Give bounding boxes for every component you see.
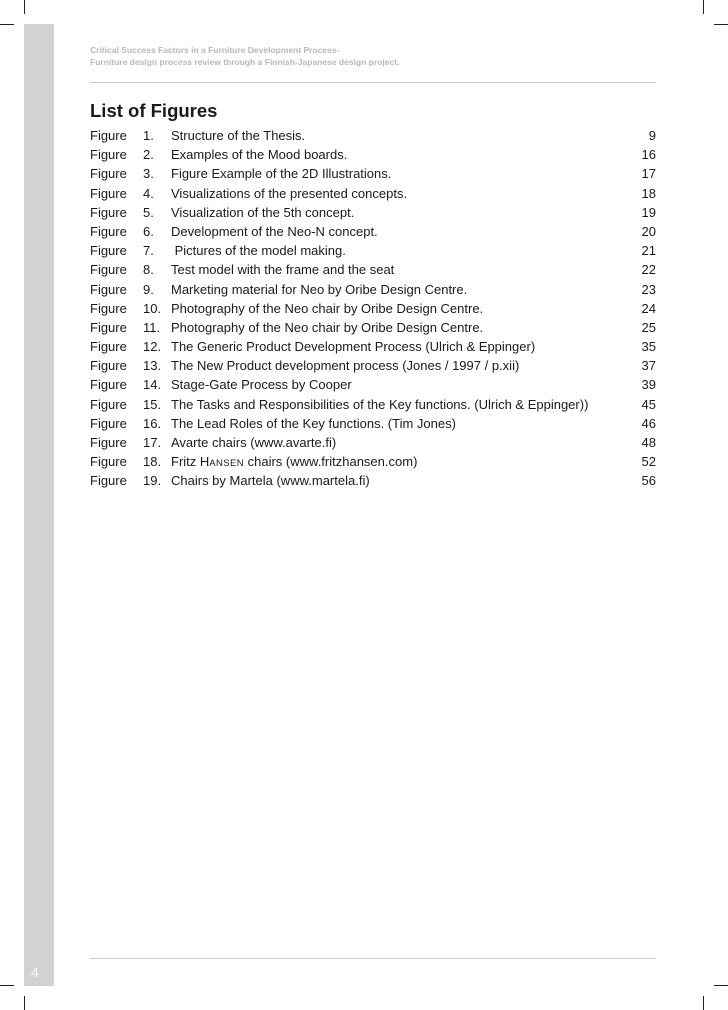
crop-mark-bottom-right-v (703, 996, 704, 1010)
crop-mark-top-right-v (703, 0, 704, 14)
figure-label: Figure (90, 358, 127, 374)
header-divider (90, 82, 656, 83)
figure-caption: Examples of the Mood boards. (171, 147, 348, 163)
figure-caption (171, 452, 417, 473)
figure-page: 23 (641, 281, 656, 297)
figure-caption: Structure of the Thesis. (171, 128, 306, 143)
figure-caption: Avarte chairs (www.avarte.fi) (171, 435, 337, 450)
figure-caption: Chairs by Martela (www.martela.fi) (171, 473, 370, 489)
figure-entry (90, 164, 656, 183)
figure-number: 8. (143, 262, 154, 278)
figure-caption: Pictures of the model making. (171, 243, 346, 259)
figure-caption: The Generic Product Development Process (Ulrich & Eppinger) (171, 339, 536, 355)
figure-label: Figure (90, 415, 127, 431)
figure-label: Figure (90, 147, 127, 163)
figure-label: Figure (90, 454, 127, 470)
figure-entry (90, 203, 656, 222)
figure-list (90, 126, 656, 491)
crop-mark-top-left-v (24, 0, 25, 14)
figure-page: 20 (641, 223, 656, 239)
running-header-line-1: Critical Success Factors in a Furniture Development Process- (90, 45, 340, 55)
figure-number: 12. (143, 339, 162, 355)
figure-number: 15. (143, 396, 162, 412)
figure-label: Figure (90, 243, 127, 259)
figure-entry (90, 318, 656, 337)
running-header (90, 44, 399, 68)
page-title: List of Figures (90, 100, 218, 121)
caption-small-caps: ANSEN (209, 458, 245, 470)
crop-mark-top-right-h (714, 24, 728, 25)
figure-caption: The Lead Roles of the Key functions. (Tim Jones) (171, 415, 456, 431)
figure-label: Figure (90, 396, 127, 412)
figure-caption: Figure Example of the 2D Illustrations. (171, 166, 392, 182)
crop-mark-bottom-left-v (24, 996, 25, 1010)
figure-number: 17. (143, 435, 162, 450)
figure-number: 3. (143, 166, 154, 182)
figure-label: Figure (90, 473, 127, 489)
figure-caption: Visualization of the 5th concept. (171, 204, 355, 220)
figure-number: 18. (143, 454, 162, 470)
caption-prefix: Fritz (171, 454, 200, 470)
figure-page: 48 (641, 435, 656, 450)
figure-label: Figure (90, 223, 127, 239)
figure-page: 22 (641, 262, 656, 278)
figure-page: 21 (641, 243, 656, 259)
figure-entry (90, 184, 656, 203)
figure-entry (90, 280, 656, 299)
figure-caption: Development of the Neo-N concept. (171, 223, 378, 239)
figure-caption: Visualizations of the presented concepts. (171, 185, 408, 201)
figure-number: 5. (143, 204, 154, 220)
figure-label: Figure (90, 339, 127, 355)
figure-number: 11. (143, 319, 161, 335)
figure-caption: Stage-Gate Process by Cooper (171, 377, 352, 393)
figure-page: 16 (641, 147, 656, 163)
figure-entry (90, 260, 656, 279)
figure-label: Figure (90, 185, 127, 201)
figure-page: 17 (641, 166, 656, 182)
figure-label: Figure (90, 300, 127, 316)
figure-label: Figure (90, 262, 127, 278)
figure-number: 16. (143, 415, 162, 431)
figure-label: Figure (90, 204, 127, 220)
figure-label: Figure (90, 128, 127, 143)
figure-number: 19. (143, 473, 162, 489)
figure-caption: The Tasks and Responsibilities of the Key functions. (Ulrich & Eppinger)) (171, 396, 589, 412)
figure-page: 24 (641, 300, 656, 316)
figure-page: 45 (641, 396, 656, 412)
figure-label: Figure (90, 435, 127, 450)
figure-number: 14. (143, 377, 162, 393)
figure-number: 9. (143, 281, 154, 297)
crop-mark-bottom-right-h (714, 985, 728, 986)
figure-page: 56 (641, 473, 656, 489)
figure-label: Figure (90, 319, 127, 335)
figure-entry (90, 126, 656, 145)
figure-caption: The New Product development process (Jones / 1997 / p.xii) (171, 358, 520, 374)
figure-page: 52 (641, 454, 656, 470)
figure-entry (90, 222, 656, 241)
figure-caption: Marketing material for Neo by Oribe Design Centre. (171, 281, 468, 297)
margin-band (24, 24, 54, 986)
figure-entry (90, 433, 656, 452)
figure-page: 39 (641, 377, 656, 393)
figure-label: Figure (90, 281, 127, 297)
figure-page: 18 (641, 185, 656, 201)
caption-capital: H (199, 454, 210, 470)
figure-number: 13. (143, 358, 162, 374)
figure-number: 2. (143, 147, 154, 163)
figure-caption: Photography of the Neo chair by Oribe Design Centre. (171, 319, 484, 335)
figure-entry (90, 145, 656, 164)
figure-number: 4. (143, 185, 154, 201)
figure-entry (90, 356, 656, 375)
running-header-line-2: Furniture design process review through a Finnish-Japanese design project. (90, 57, 400, 67)
figure-entry (90, 414, 656, 433)
crop-mark-bottom-left-h (0, 985, 14, 986)
figure-number: 1. (143, 128, 154, 143)
figure-page: 25 (641, 319, 656, 335)
figure-number: 7. (143, 243, 154, 259)
figure-entry (90, 299, 656, 318)
figure-label: Figure (90, 377, 127, 393)
caption-suffix: chairs (www.fritzhansen.com) (244, 454, 418, 470)
figure-entry (90, 241, 656, 260)
figure-caption: Photography of the Neo chair by Oribe Design Centre. (171, 300, 484, 316)
figure-number: 6. (143, 223, 154, 239)
figure-entry (90, 375, 656, 394)
figure-entry (90, 452, 656, 471)
page-number: 4 (31, 964, 39, 980)
crop-mark-top-left-h (0, 24, 14, 25)
figure-page: 35 (641, 339, 656, 355)
figure-page: 9 (648, 128, 656, 143)
figure-entry (90, 395, 656, 414)
figure-number: 10. (143, 300, 162, 316)
figure-page: 37 (641, 358, 656, 374)
figure-page: 46 (641, 415, 656, 431)
figure-entry (90, 471, 656, 490)
footer-divider (90, 958, 656, 959)
figure-entry (90, 337, 656, 356)
figure-caption: Test model with the frame and the seat (171, 262, 395, 278)
figure-page: 19 (641, 204, 656, 220)
figure-label: Figure (90, 166, 127, 182)
